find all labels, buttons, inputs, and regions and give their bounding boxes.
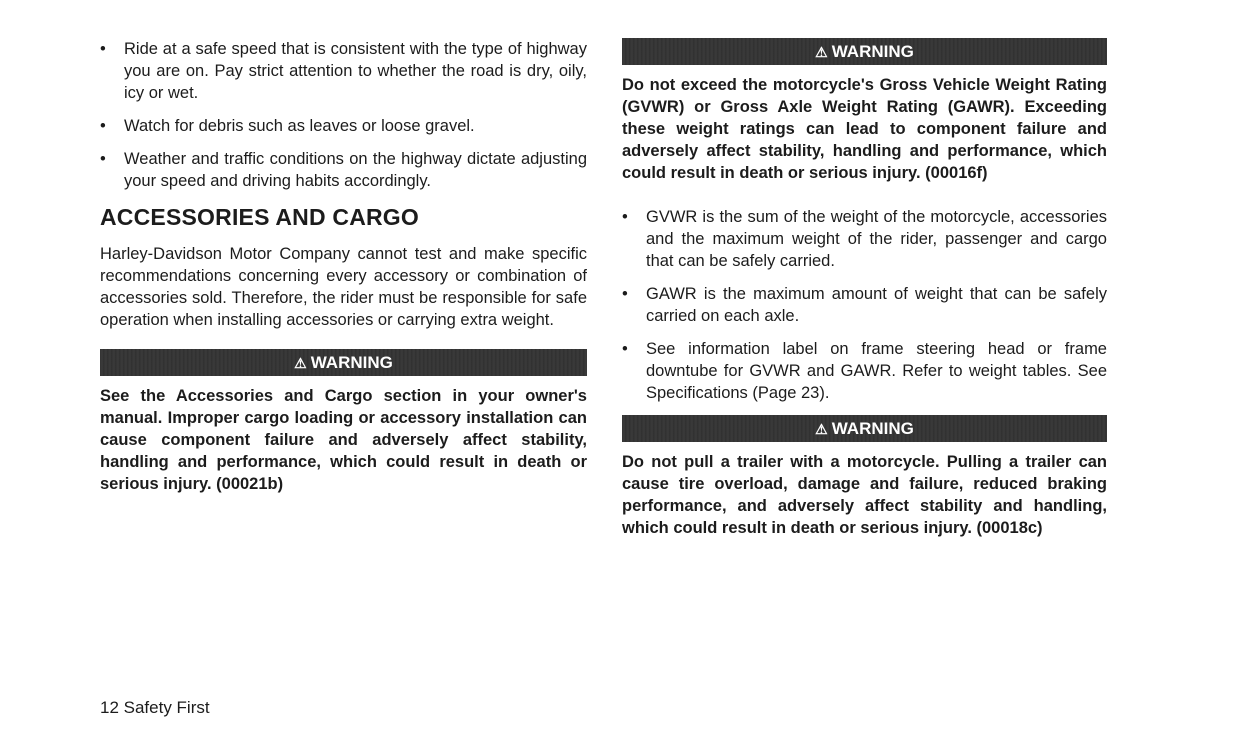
bullet-icon: • xyxy=(622,208,628,226)
warning-label: WARNING xyxy=(310,353,393,372)
warning-label: WARNING xyxy=(831,42,914,61)
section-heading: ACCESSORIES AND CARGO xyxy=(100,204,419,230)
right-column xyxy=(622,38,1107,561)
warning-label: WARNING xyxy=(831,419,914,438)
bullet-icon: • xyxy=(100,40,106,58)
accessories-paragraph: Harley-Davidson Motor Company cannot test and make specific recommendations concerning every accessory or combination of accessories sold. Therefore, the rider must be responsible for safe operation when installing accessories or carrying extra weight. xyxy=(100,245,587,329)
page-footer: 12 Safety First xyxy=(100,698,210,717)
list-item xyxy=(622,206,1107,272)
warning-banner xyxy=(100,349,587,376)
warning-banner xyxy=(622,38,1107,65)
trailer-warning-text: Do not pull a trailer with a motorcycle. Pulling a trailer can cause tire overload, damage and failure, reduced braking performance, and adversely affect stability and handling, which could result in death or serious injury. (00018c) xyxy=(622,453,1107,537)
warning-text: See the Accessories and Cargo section in your owner's manual. Improper cargo loading or accessory installation can cause component failure and adversely affect stability, handling and performance, which could result in death or serious injury. (00021b) xyxy=(100,387,587,493)
list-item-text: Weather and traffic conditions on the highway dictate adjusting your speed and driving habits accordingly. xyxy=(124,150,587,190)
list-item xyxy=(100,115,587,137)
bullet-icon: • xyxy=(622,340,628,358)
list-item-text: GAWR is the maximum amount of weight that can be safely carried on each axle. xyxy=(646,285,1107,325)
weight-definitions-list xyxy=(622,206,1107,404)
warning-triangle-icon: ⚠ xyxy=(294,355,307,371)
warning-triangle-icon: ⚠ xyxy=(815,421,828,437)
bullet-icon: • xyxy=(100,117,106,135)
warning-triangle-icon: ⚠ xyxy=(815,44,828,60)
list-item-text: See information label on frame steering head or frame downtube for GVWR and GAWR. Refer to weight tables. See Specifications (Page 23). xyxy=(646,340,1107,402)
list-item xyxy=(622,283,1107,327)
weight-rating-warning-text: Do not exceed the motorcycle's Gross Vehicle Weight Rating (GVWR) or Gross Axle Weight Rating (GAWR). Exceeding these weight ratings can lead to component failure and adversely affect stability, handling and performance, which could result in death or serious injury. (00016f) xyxy=(622,76,1107,182)
list-item xyxy=(100,148,587,192)
list-item-text: GVWR is the sum of the weight of the motorcycle, accessories and the maximum weight of the rider, passenger and cargo that can be safely carried. xyxy=(646,208,1107,270)
list-item-text: Watch for debris such as leaves or loose gravel. xyxy=(124,117,475,135)
list-item xyxy=(100,38,587,104)
list-item xyxy=(622,338,1107,404)
list-item-text: Ride at a safe speed that is consistent with the type of highway you are on. Pay strict attention to whether the road is dry, oily, icy or wet. xyxy=(124,40,587,102)
bullet-icon: • xyxy=(622,285,628,303)
riding-tips-list xyxy=(100,38,587,192)
bullet-icon: • xyxy=(100,150,106,168)
left-column xyxy=(100,38,587,517)
warning-banner xyxy=(622,415,1107,442)
